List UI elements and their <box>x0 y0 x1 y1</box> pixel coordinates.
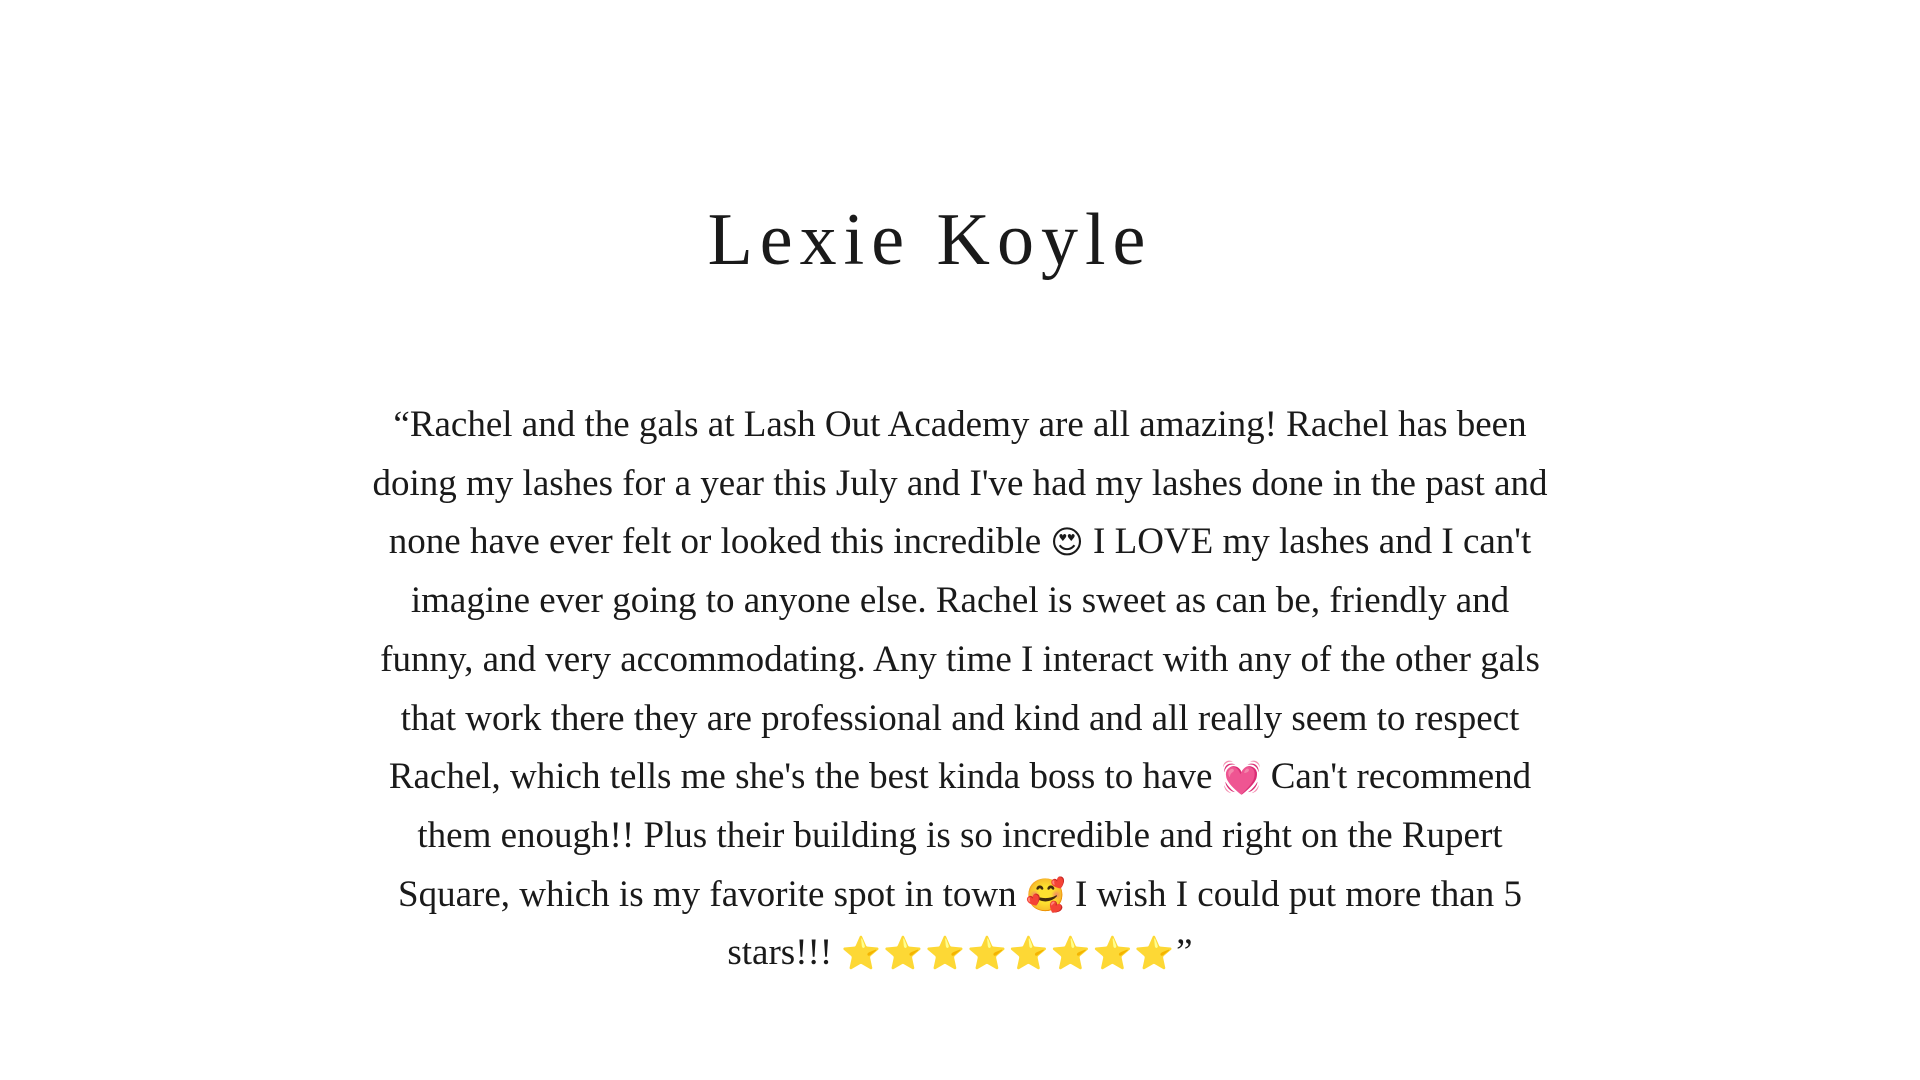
quote-text-2: I LOVE my lashes and I can't imagine ever going to anyone else. Rachel is sweet as can be, friendly and funny, and very accommodating. Any time I interact with any of the other gals that work there they are professional and kind and all really seem to respect Rachel, which tells me she's the best kinda boss to have <box>380 521 1540 798</box>
review-quote <box>368 396 1552 983</box>
heart-eyes-emoji-icon: 😍 <box>1050 523 1084 562</box>
closing-quote: ” <box>1176 932 1193 974</box>
smiling-hearts-emoji-icon: 🥰 <box>1025 875 1066 914</box>
star-rating-icon: ⭐⭐⭐⭐⭐⭐⭐⭐ <box>841 934 1177 973</box>
quote-text-1: “Rachel and the gals at Lash Out Academy are all amazing! Rachel has been doing my lashes for a year this July and I've had my lashes done in the past and none have ever felt or looked this incredible <box>372 404 1548 563</box>
reviewer-name: Lexie Koyle <box>707 199 1153 281</box>
quote-text-4: I wish I could put more than 5 stars!!! <box>727 873 1522 974</box>
beating-heart-emoji-icon: 💓 <box>1221 758 1262 797</box>
quote-text-3: Can't recommend them enough!! Plus their building is so incredible and right on the Rupert Square, which is my favorite spot in town <box>398 756 1532 915</box>
